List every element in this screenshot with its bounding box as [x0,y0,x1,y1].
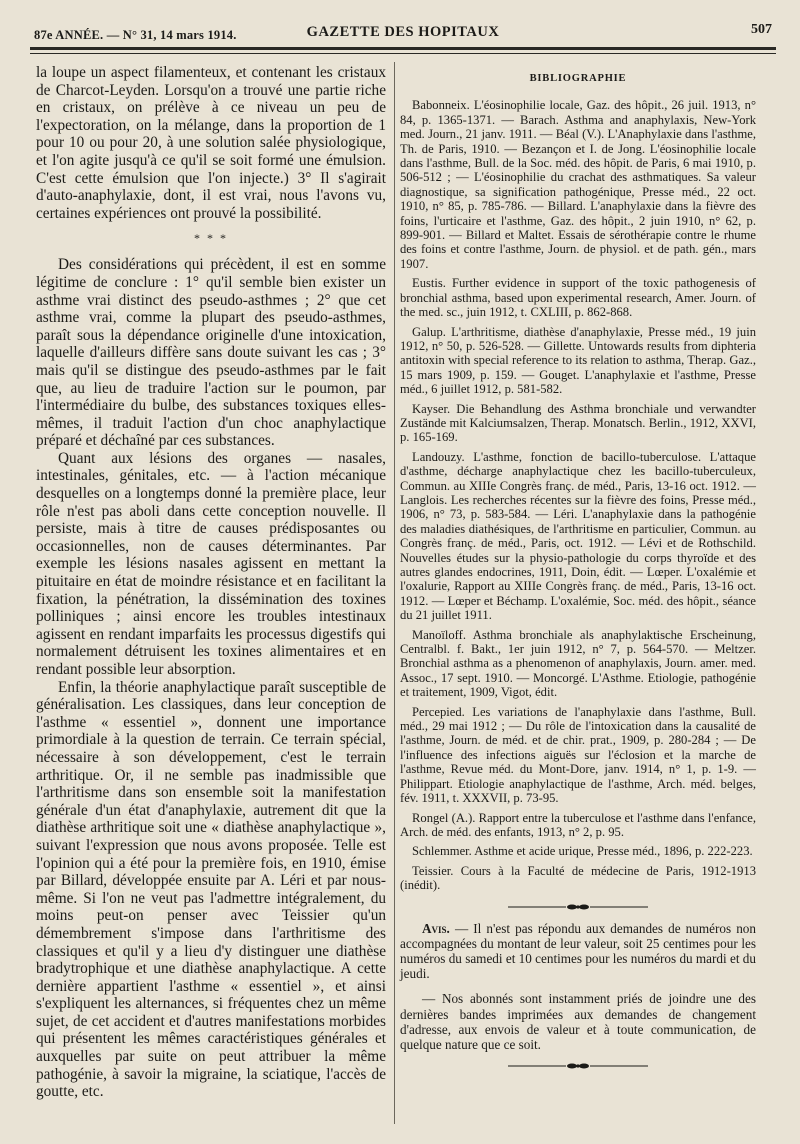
column-divider [394,62,395,1124]
bibliography-entry: Landouzy. L'asthme, fonction de bacillo-tuberculose. L'attaque d'asthme, décharge anaphylactique chez les bacillo-tuberculeux, Commun. au XIIIe Congrès franç. de méd., Paris, 13-16 oct. 1912. — Langlois. Les recherches récentes sur la fièvre des foins, Presse méd., 1906, n° 73, p. 583-584. — Léri. L'anaphylaxie dans la pathogénie des maladies diathésiques, de l'arthritisme en particulier, Commun. au Congrès franç. de méd., Paris, oct. 1912. — Lévi et de Rothschild. Nouvelles études sur la physio-pathologie du corps thyroïde et des autres glandes endocrines, 1911, Doin, édit. — Lœper. L'oxalémie et l'oxalurie, Rapport au XIIIe Congrès franç. de méd., Paris, 13-16 oct. 1912. — Lœper et Béchamp. L'oxalémie, Soc. méd. des hôpit., séance du 21 juillet 1911. [400,449,756,623]
notice-subscribers: — Nos abonnés sont instamment priés de joindre une des dernières bandes imprimées aux demandes de changement d'adresse, aux envois de valeur et à toute communication, de quelque nature que ce soit. [400,991,756,1052]
notice-label: Avis. [422,920,450,936]
bibliography-entry: Eustis. Further evidence in support of the toxic pathogenesis of bronchial asthma, based upon experimental research, Amer. Journ. of the med. sc., juin 1912, t. CXLIII, p. 862-868. [400,276,756,320]
header-rule-thin [30,53,776,54]
bibliography-entry: Rongel (A.). Rapport entre la tuberculose et l'asthme dans l'enfance, Arch. de méd. des enfants, 1913, n° 2, p. 95. [400,810,756,839]
article-paragraph: Enfin, la théorie anaphylactique paraît susceptible de généralisation. Les classiques, dans leur conception de l'asthme « essentiel », donnent une importance primordiale à la question de terrain. Ce terrain spécial, nécessaire à son développement, c'est le terrain arthritique. Or, il ne semble pas inadmissible que l'arthritisme dans son ensemble soit la manifestation générale d'un état d'anaphylaxie, autrement dit que la diathèse arthritique soit une « diathèse anaphylactique », suivant l'expression que nous avons proposée. Telle est l'opinion qui a été pour la première fois, en 1910, émise par Billard, développée ensuite par A. Léri et par nous-même. Si l'on ne veut pas l'admettre intégralement, du moins peut-on penser avec Teissier qu'un démembrement s'impose dans l'arthritisme des classiques et qu'il y a lieu d'y distinguer une diathèse bradytrophique et une diathèse anaphylactique. A cette dernière appartient l'asthme « essentiel », et ainsi s'expliquent les alternances, si fréquentes chez un même sujet, de cet accident et d'autres manifestations morbides qui présentent les mêmes caractéristiques générales et auxquelles par suite on peut attribuer la même pathogénie, à savoir la migraine, la sciatique, l'accès de goutte, etc. [36,678,386,1101]
issue-info: 87e ANNÉE. — N° 31, 14 mars 1914. [34,28,237,42]
bibliography-entry: Teissier. Cours à la Faculté de médecine de Paris, 1912-1913 (inédit). [400,863,756,893]
ornamental-divider [508,1062,648,1070]
header-rule-thick [30,47,776,50]
bibliography-entry: Kayser. Die Behandlung des Asthma bronchiale und verwandter Zustände mit Kalciumsalzen, Therap. Monatsch. Berlin., 1912, XXVI, p. 165-169. [400,401,756,445]
bibliography-entry: Manoïloff. Asthma bronchiale als anaphylaktische Erscheinung, Centralbl. f. Bakt., 1er juin 1912, n° 7, p. 564-570. — Meltzer. Bronchial asthma as a phenomenon of anaphylaxis, Journ. amer. med. Assoc., 17 sept. 1910. — Moncorgé. L'Asthme. Etiologie, pathogénie et traitement, 1909, Vigot, édit. [400,627,756,700]
bibliography-title: BIBLIOGRAPHIE [529,73,627,84]
right-column [400,72,756,1080]
bibliography-entry: Schlemmer. Asthme et acide urique, Presse méd., 1896, p. 222-223. [412,844,753,859]
bibliography-entry: Babonneix. L'éosinophilie locale, Gaz. des hôpit., 26 juil. 1913, n° 84, p. 1365-1371. — Barach. Asthma and anaphylaxis, New-York med. Journ., 21 janv. 1911. — Béal (V.). L'Anaphylaxie dans l'asthme, Th. de Paris, 1910. — Bezançon et I. de Jong. L'éosinophilie locale dans l'asthme, Bull. de la Soc. méd. des hôpit. de Paris, 6 mai 1910, p. 506-512 ; — L'éosinophilie du crachat des asthmatiques. Sa valeur diagnostique, sa signification pathogénique, Presse méd., 22 oct. 1910, n° 85, p. 785-786. — Billard. L'anaphylaxie dans la fièvre des foins, l'urticaire et l'asthme, Gaz. des hôpit., 2 juin 1910, n° 62, p. 899-901. — Billard et Maltet. Essais de sérothérapie contre le rhume des foins et contre l'asthme, Journ. de physiol. et de path. gén., mars 1907. [400,98,756,271]
notice-avis [400,921,756,982]
page-header [34,18,772,48]
article-paragraph: Quant aux lésions des organes — nasales, intestinales, génitales, etc. — à l'action mécanique desquelles on a longtemps donné la première place, leur rôle n'est pas aboli dans cette conception nouvelle. Il persiste, mais à titre de causes prédisposantes ou occasionnelles, non de causes déterminantes. Par exemple les lésions nasales agissent en mettant la pituitaire en état de moindre résistance et en facilitant la fixation, la pénétration, la dissémination des toxines polliniques ; ainsi encore les troubles intestinaux agissent en rendant imparfaits les processus digestifs qui normalement détruisent les toxines alimentaires et en rendant possible leur absorption. [36,449,386,678]
ornamental-divider [508,903,648,911]
page-number: 507 [751,22,772,37]
section-separator: * * * [194,231,228,246]
article-paragraph: Des considérations qui précèdent, il est en somme légitime de conclure : 1° qu'il semble bien exister un asthme vrai distinct des pseudo-asthmes ; 2° que cet asthme vrai, comme la plupart des pseudo-asthmes, paraît sous la dépendance originelle d'une intoxication, laquelle d'ailleurs diffère sans doute suivant les cas ; 3° mais qu'il se distingue des pseudo-asthmes par le fait que, au lieu de traduire l'action sur le poumon, par l'intermédiaire du bulbe, des substances toxiques elles-mêmes, il traduit l'action d'un choc anaphylactique préparé et déchaîné par ces substances. [36,256,386,450]
journal-title: GAZETTE DES HOPITAUX [306,24,500,40]
article-paragraph: la loupe un aspect filamenteux, et contenant les cristaux de Charcot-Leyden. Lorsqu'on a trouvé une partie riche en cristaux, on prélève à ce niveau un peu de l'expectoration, on la mélange, dans la proportion de 1 pour 10 ou pour 20, à une solution salée physiologique, et l'on agite jusqu'à ce qu'il se soit formé une émulsion. C'est cette émulsion que l'on injecte.) 3° Il s'agirait d'auto-anaphylaxie, dont, il est vrai, nous l'avons vu, certaines expériences ont prouvé la possibilité. [36,64,386,222]
notice-text: — Il n'est pas répondu aux demandes de numéros non accompagnées du montant de leur valeur, soit 25 centimes pour les numéros du samedi et 10 centimes pour les numéros du mardi et du jeudi. [400,920,756,982]
left-column [36,64,386,1101]
bibliography-entry: Galup. L'arthritisme, diathèse d'anaphylaxie, Presse méd., 19 juin 1912, n° 50, p. 526-528. — Gillette. Untowards results from diphteria antitoxin with special reference to its relation to asthma, Therap. Gaz., 15 mars 1909, p. 159. — Gouget. L'anaphylaxie et l'asthme, Presse méd., 6 juillet 1912, p. 581-582. [400,324,756,397]
bibliography-entry: Percepied. Les variations de l'anaphylaxie dans l'asthme, Bull. méd., 29 mai 1912 ; — Du rôle de l'intoxication dans la causalité de l'asthme, Journ. de méd. et de chir. prat., 1909, p. 280-284 ; — De l'influence des infections aiguës sur l'éclosion et la marche de l'asthme, Revue méd. du Mont-Dore, janv. 1914, n° 1, p. 1-9. — Philippart. Etiologie anaphylactique de l'asthme, Arch. méd. belges, fév. 1911, t. XXXVII, p. 73-95. [400,704,756,806]
